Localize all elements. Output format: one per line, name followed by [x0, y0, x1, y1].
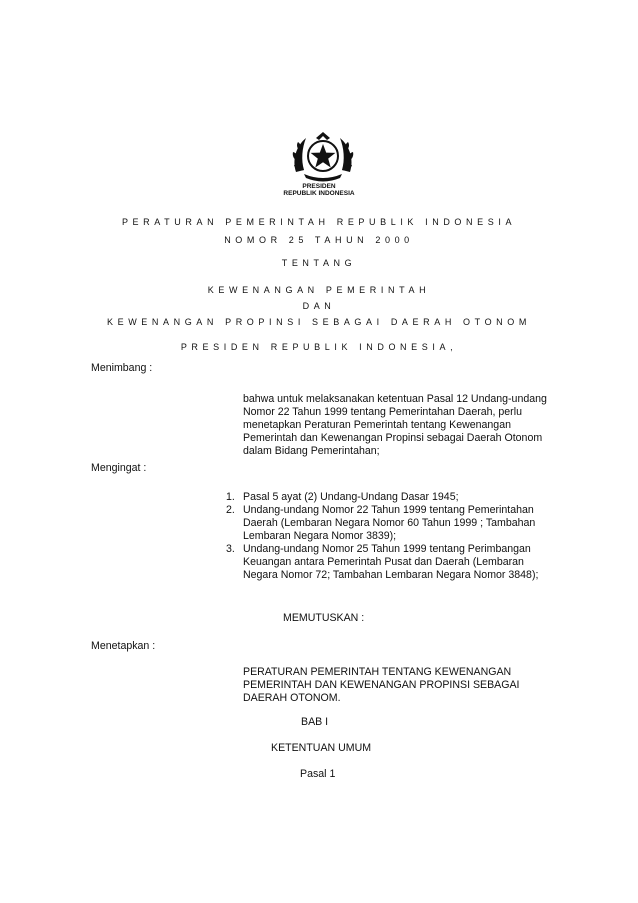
regulation-number: NOMOR 25 TAHUN 2000	[224, 235, 414, 245]
list-text: Pasal 5 ayat (2) Undang-Undang Dasar 1945;	[243, 491, 459, 503]
menetapkan-text: PERATURAN PEMERINTAH TENTANG KEWENANGAN PEMERINTAH DAN KEWENANGAN PROPINSI SEBAGAI DAERAH OTONOM.	[243, 666, 520, 704]
memutuskan-heading: MEMUTUSKAN :	[283, 612, 365, 624]
regulation-title: PERATURAN PEMERINTAH REPUBLIK INDONESIA	[121, 217, 517, 227]
emblem-caption-line2: REPUBLIK INDONESIA	[283, 190, 355, 197]
mengingat-item	[226, 504, 556, 543]
menetapkan-label: Menetapkan :	[91, 640, 156, 652]
subject-line2: DAN	[302, 301, 336, 311]
list-number: 1.	[226, 491, 235, 503]
bab-title: KETENTUAN UMUM	[271, 742, 372, 754]
list-text: Undang-undang Nomor 22 Tahun 1999 tentang Pemerintahan Daerah (Lembaran Negara Nomor 60 Tahun 1999 ; Tambahan Lembaran Negara Nomor 3839);	[243, 504, 536, 542]
emblem-caption	[250, 183, 388, 197]
president-heading: PRESIDEN REPUBLIK INDONESIA,	[180, 342, 458, 352]
menimbang-text: bahwa untuk melaksanakan ketentuan Pasal 12 Undang-undang Nomor 22 Tahun 1999 tentang Pemerintahan Daerah, perlu menetapkan Peraturan Pemerintah tentang Kewenangan Pemerintah dan Kewenangan Propinsi sebagai Daerah Otonom dalam Bidang Pemerintahan;	[243, 393, 547, 457]
list-text: Undang-undang Nomor 25 Tahun 1999 tentang Perimbangan Keuangan antara Pemerintah Pusat dan Daerah (Lembaran Negara Nomor 72; Tambahan Lembaran Negara Nomor 3848);	[243, 543, 539, 581]
subject-line1: KEWENANGAN PEMERINTAH	[207, 285, 431, 295]
list-number: 3.	[226, 543, 235, 555]
menimbang-label: Menimbang :	[91, 362, 153, 374]
mengingat-label: Mengingat :	[91, 462, 147, 474]
mengingat-item	[226, 543, 556, 582]
subject-line3: KEWENANGAN PROPINSI SEBAGAI DAERAH OTONOM	[107, 317, 531, 327]
mengingat-list	[226, 491, 556, 582]
list-number: 2.	[226, 504, 235, 516]
mengingat-item	[226, 491, 556, 504]
pasal-heading: Pasal 1	[300, 768, 336, 780]
tentang-heading: TENTANG	[281, 258, 357, 268]
bab-heading: BAB I	[301, 716, 329, 728]
emblem-caption-line1: PRESIDEN	[302, 183, 336, 190]
